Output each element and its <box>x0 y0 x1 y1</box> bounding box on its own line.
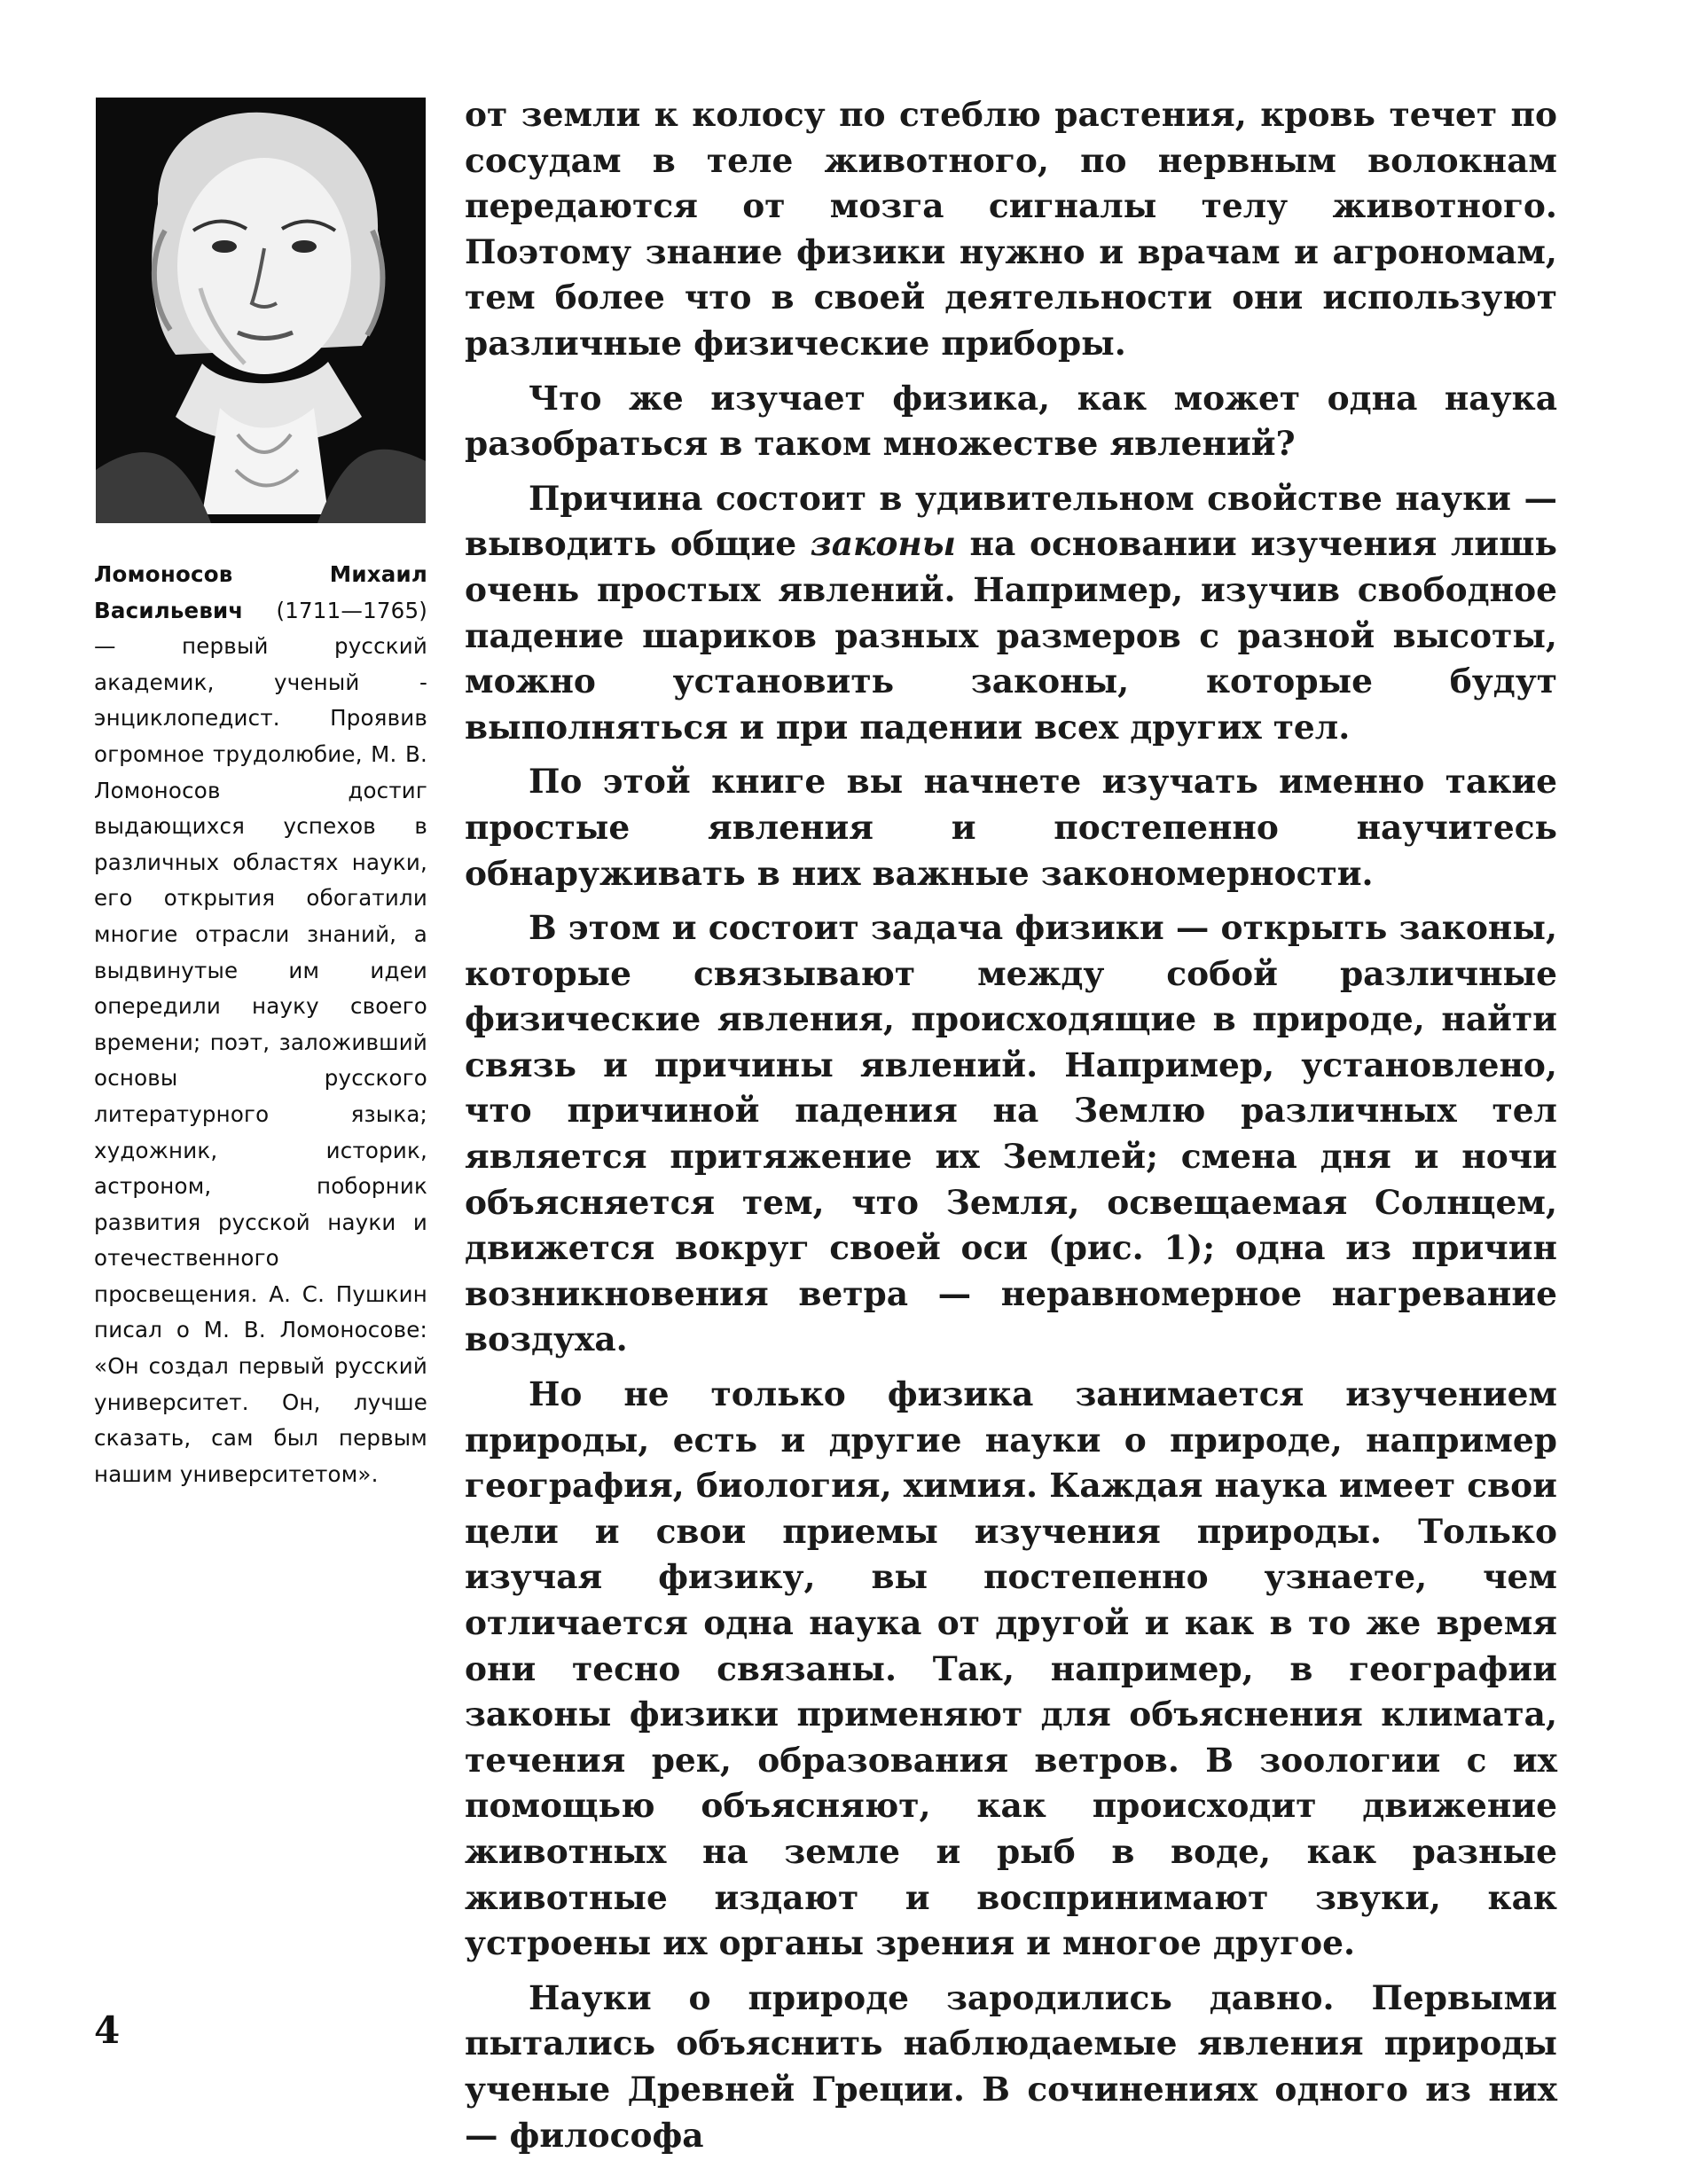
main-text <box>465 92 1557 2167</box>
paragraph: от земли к колосу по стеблю растения, кровь течет по сосудам в теле животного, по нервным волокнам передаются от мозга сигналы телу животного. Поэтому знание физики нужно и врачам и агрономам, тем более что в своей деятельности они используют различные физические приборы. <box>465 95 1557 363</box>
caption-bio: (1711—1765) — первый русский академик, ученый - энциклопедист. Проявив огромное трудолюбие, М. В. Ломоносов достиг выдающихся успехов в различных областях науки, его открытия обогатили многие отрасли знаний, а выдвинутые им идеи опередили науку своего времени; поэт, заложивший основы русского литературного языка; художник, историк, астроном, поборник развития русской науки и отечественного просвещения. А. С. Пушкин писал о М. В. Ломоносове: «Он создал первый русский университет. Он, лучше сказать, сам был первым нашим университетом». <box>94 597 427 1487</box>
page-number: 4 <box>94 2008 121 2052</box>
paragraph: Но не только физика занимается изучением природы, есть и другие науки о природе, например география, биология, химия. Каждая наука имеет свои цели и свои приемы изучения природы. Только изучая физику, вы постепенно узнаете, чем отличается одна наука от другой и как в то же время они тесно связаны. Так, например, в географии законы физики применяют для объяснения климата, течения рек, образования ветров. В зоологии с их помощью объясняют, как происходит движение животных на земле и рыб в воде, как разные животные издают и воспринимают звуки, как устроены их органы зрения и многое другое. <box>465 1374 1557 1963</box>
paragraph-text: на основании изучения лишь очень простых явлений. Например, изучив свободное падение шариков разных размеров с разной высоты, можно установить законы, которые будут выполняться и при падении всех других тел. <box>465 524 1557 747</box>
paragraph: Что же изучает физика, как может одна наука разобраться в таком множестве явлений? <box>465 378 1557 464</box>
caption-name: Ломоносов Михаил Васильевич <box>94 561 427 623</box>
paragraph <box>465 476 1557 751</box>
paragraph: Науки о природе зародились давно. Первыми пытались объяснить наблюдаемые явления природы ученые Древней Греции. В сочинениях одного из них — философа <box>465 1977 1557 2155</box>
paragraph: В этом и состоит задача физики — открыть законы, которые связывают между собой различные физические явления, происходящие в природе, найти связь и причины явлений. Например, установлено, что причиной падения на Землю различных тел является притяжение их Землей; смена дня и ночи объясняется тем, что Земля, освещаемая Солнцем, движется вокруг своей оси (рис. 1); одна из причин возникновения ветра — неравномерное нагревание воздуха. <box>465 908 1557 1359</box>
paragraph-text: Причина состоит в удивительном свойстве науки — выводить общие <box>465 478 1557 564</box>
emphasis-term: законы <box>810 524 956 564</box>
paragraph: По этой книге вы начнете изучать именно такие простые явления и постепенно научитесь обнаруживать в них важные закономерности. <box>465 762 1557 893</box>
portrait-lomonosov <box>96 98 426 523</box>
portrait-caption <box>94 557 427 1492</box>
